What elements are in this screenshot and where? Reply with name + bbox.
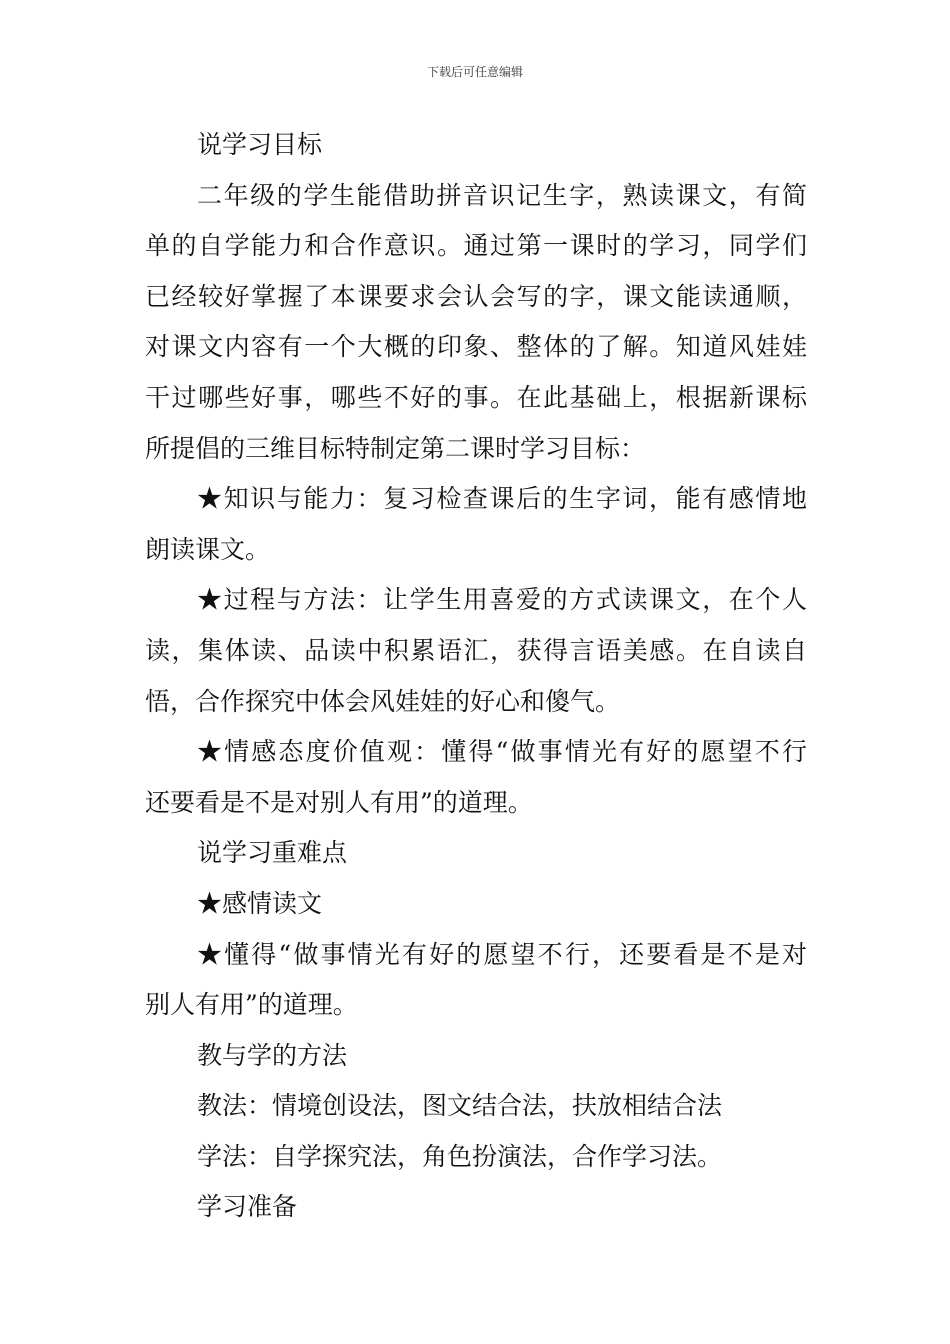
- paragraph-line: 朗读课文。: [145, 534, 271, 564]
- paragraph-line: 所提倡的三维目标特制定第二课时学习目标：: [145, 433, 646, 463]
- heading-preparation: 学习准备: [197, 1192, 298, 1222]
- difficulty-item: ★感情读文: [197, 888, 323, 918]
- paragraph-line: 干过哪些好事，哪些不好的事。在此基础上，根据新课标: [145, 382, 807, 412]
- paragraph-line: 对课文内容有一个大概的印象、整体的了解。知道风娃娃: [145, 332, 807, 362]
- goal-item-process: ★过程与方法：让学生用喜爱的方式读课文，在个人: [197, 585, 807, 615]
- document-body: [145, 120, 807, 1233]
- paragraph-line: 悟，合作探究中体会风娃娃的好心和傻气。: [145, 686, 621, 716]
- paragraph-line: 还要看是不是对别人有用”的道理。: [145, 787, 533, 817]
- heading-methods: 教与学的方法: [197, 1040, 348, 1070]
- page-header: 下载后可任意编辑: [426, 65, 523, 79]
- paragraph-line: 单的自学能力和合作意识。通过第一课时的学习，同学们: [145, 231, 807, 261]
- paragraph-line: 已经较好掌握了本课要求会认会写的字，课文能读通顺，: [145, 281, 807, 311]
- heading-learning-goals: 说学习目标: [197, 130, 323, 159]
- paragraph-line: 读，集体读、品读中积累语汇，获得言语美感。在自读自: [145, 635, 807, 665]
- teaching-methods: 教法：情境创设法，图文结合法，扶放相结合法: [197, 1091, 723, 1121]
- paragraph-line: 二年级的学生能借助拼音识记生字，熟读课文，有简: [197, 180, 807, 210]
- goal-item-emotion: ★情感态度价值观：懂得“做事情光有好的愿望不行: [197, 737, 807, 767]
- learning-methods: 学法：自学探究法，角色扮演法，合作学习法。: [197, 1141, 723, 1171]
- difficulty-item: ★懂得“做事情光有好的愿望不行，还要看是不是对: [197, 939, 807, 969]
- paragraph-line: 别人有用”的道理。: [145, 990, 358, 1020]
- goal-item-knowledge: ★知识与能力：复习检查课后的生字词，能有感情地: [197, 484, 807, 514]
- heading-key-difficulties: 说学习重难点: [197, 838, 348, 868]
